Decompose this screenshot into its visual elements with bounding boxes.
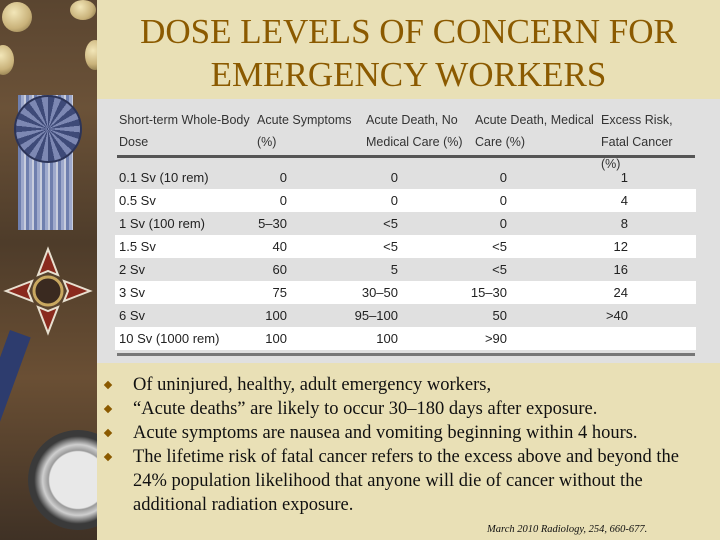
header-dose: Short-term Whole-Body Dose xyxy=(119,113,250,149)
table-row: 1 Sv (100 rem) 5–30 <5 0 8 xyxy=(119,216,628,231)
dose-table xyxy=(97,99,720,363)
header-acute-symptoms: Acute Symptoms (%) xyxy=(257,113,352,149)
bullet-item: Acute symptoms are nausea and vomiting beginning within 4 hours. xyxy=(105,421,715,445)
bullet-item: The lifetime risk of fatal cancer refers to the excess above and beyond the 24% population likelihood that anyone will die of cancer without the additional radiation exposure. xyxy=(105,445,715,517)
table-row: 1.5 Sv 40 <5 <5 12 xyxy=(115,235,696,258)
table-row: 6 Sv 100 95–100 50 >40 xyxy=(119,308,628,323)
decorative-photo-strip xyxy=(0,0,97,540)
medal-cross-icon xyxy=(2,245,94,337)
slide-title: DOSE LEVELS OF CONCERN FOR EMERGENCY WORKERS xyxy=(140,12,677,94)
table-bottom-rule xyxy=(117,353,695,356)
header-fatal-cancer: Excess Risk, Fatal Cancer (%) xyxy=(601,113,673,171)
button-medallion-icon xyxy=(2,2,32,32)
header-death-no-care: Acute Death, No Medical Care (%) xyxy=(366,113,463,149)
diamond-bullet-icon xyxy=(104,381,112,389)
table-row: 10 Sv (1000 rem) 100 100 >90 xyxy=(115,327,696,350)
ribbon-rosette-icon xyxy=(14,95,82,163)
compass-icon xyxy=(28,430,97,530)
table-row: 2 Sv 60 5 <5 16 xyxy=(119,262,628,277)
medal-strap xyxy=(0,330,31,478)
citation: March 2010 Radiology, 254, 660-677. xyxy=(487,524,648,535)
button-medallion-icon xyxy=(70,0,96,20)
bullet-list xyxy=(105,373,715,517)
diamond-bullet-icon xyxy=(104,405,112,413)
diamond-bullet-icon xyxy=(104,453,112,461)
button-medallion-icon xyxy=(85,40,97,70)
button-medallion-icon xyxy=(0,45,14,75)
bullet-item: “Acute deaths” are likely to occur 30–180 days after exposure. xyxy=(105,397,715,421)
diamond-bullet-icon xyxy=(104,429,112,437)
table-row: 3 Sv 75 30–50 15–30 24 xyxy=(115,281,696,304)
table-header xyxy=(117,105,695,171)
bullet-item: Of uninjured, healthy, adult emergency workers, xyxy=(105,373,715,397)
table-row: 0.1 Sv (10 rem) 0 0 0 1 xyxy=(119,170,628,185)
table-row: 0.5 Sv 0 0 0 4 xyxy=(115,189,696,212)
header-death-medical-care: Acute Death, Medical Care (%) xyxy=(475,113,594,149)
